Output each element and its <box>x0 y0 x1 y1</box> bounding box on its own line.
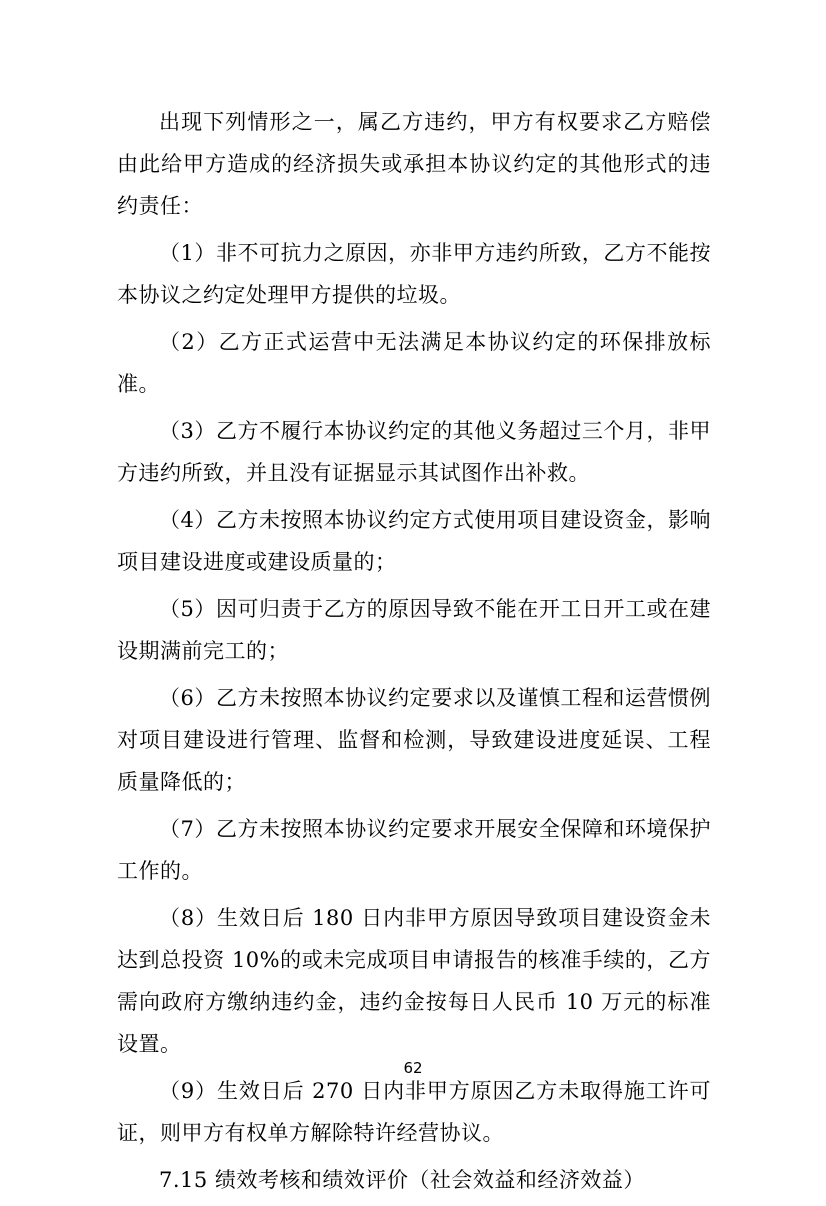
section-heading-7-15: 7.15 绩效考核和绩效评价（社会效益和经济效益） <box>159 1168 645 1192</box>
clause-6: （6）乙方未按照本协议约定要求以及谨慎工程和运营惯例对项目建设进行管理、监督和检测，导致建设进度延误、工程质量降低的； <box>117 686 711 794</box>
page-number: 62 <box>403 1059 423 1077</box>
clause-2: （2）乙方正式运营中无法满足本协议约定的环保排放标准。 <box>117 330 711 396</box>
clause-7: （7）乙方未按照本协议约定要求开展安全保障和环境保护工作的。 <box>117 817 711 883</box>
clause-3: （3）乙方不履行本协议约定的其他义务超过三个月，非甲方违约所致，并且没有证据显示其试图作出补救。 <box>117 419 711 485</box>
intro-paragraph: 出现下列情形之一，属乙方违约，甲方有权要求乙方赔偿由此给甲方造成的经济损失或承担本协议约定的其他形式的违约责任： <box>117 110 711 218</box>
clause-4: （4）乙方未按照本协议约定方式使用项目建设资金，影响项目建设进度或建设质量的； <box>117 508 711 574</box>
clause-5: （5）因可归责于乙方的原因导致不能在开工日开工或在建设期满前完工的； <box>117 597 711 663</box>
page-footer <box>0 1058 826 1077</box>
document-body <box>117 101 711 1206</box>
clause-8: （8）生效日后 180 日内非甲方原因导致项目建设资金未达到总投资 10%的或未完成项目申请报告的核准手续的，乙方需向政府方缴纳违约金，违约金按每日人民币 10 万元的标准设置。 <box>117 906 711 1056</box>
clause-9: （9）生效日后 270 日内非甲方原因乙方未取得施工许可证，则甲方有权单方解除特许经营协议。 <box>117 1079 711 1145</box>
clause-1: （1）非不可抗力之原因，亦非甲方违约所致，乙方不能按本协议之约定处理甲方提供的垃圾。 <box>117 241 711 307</box>
